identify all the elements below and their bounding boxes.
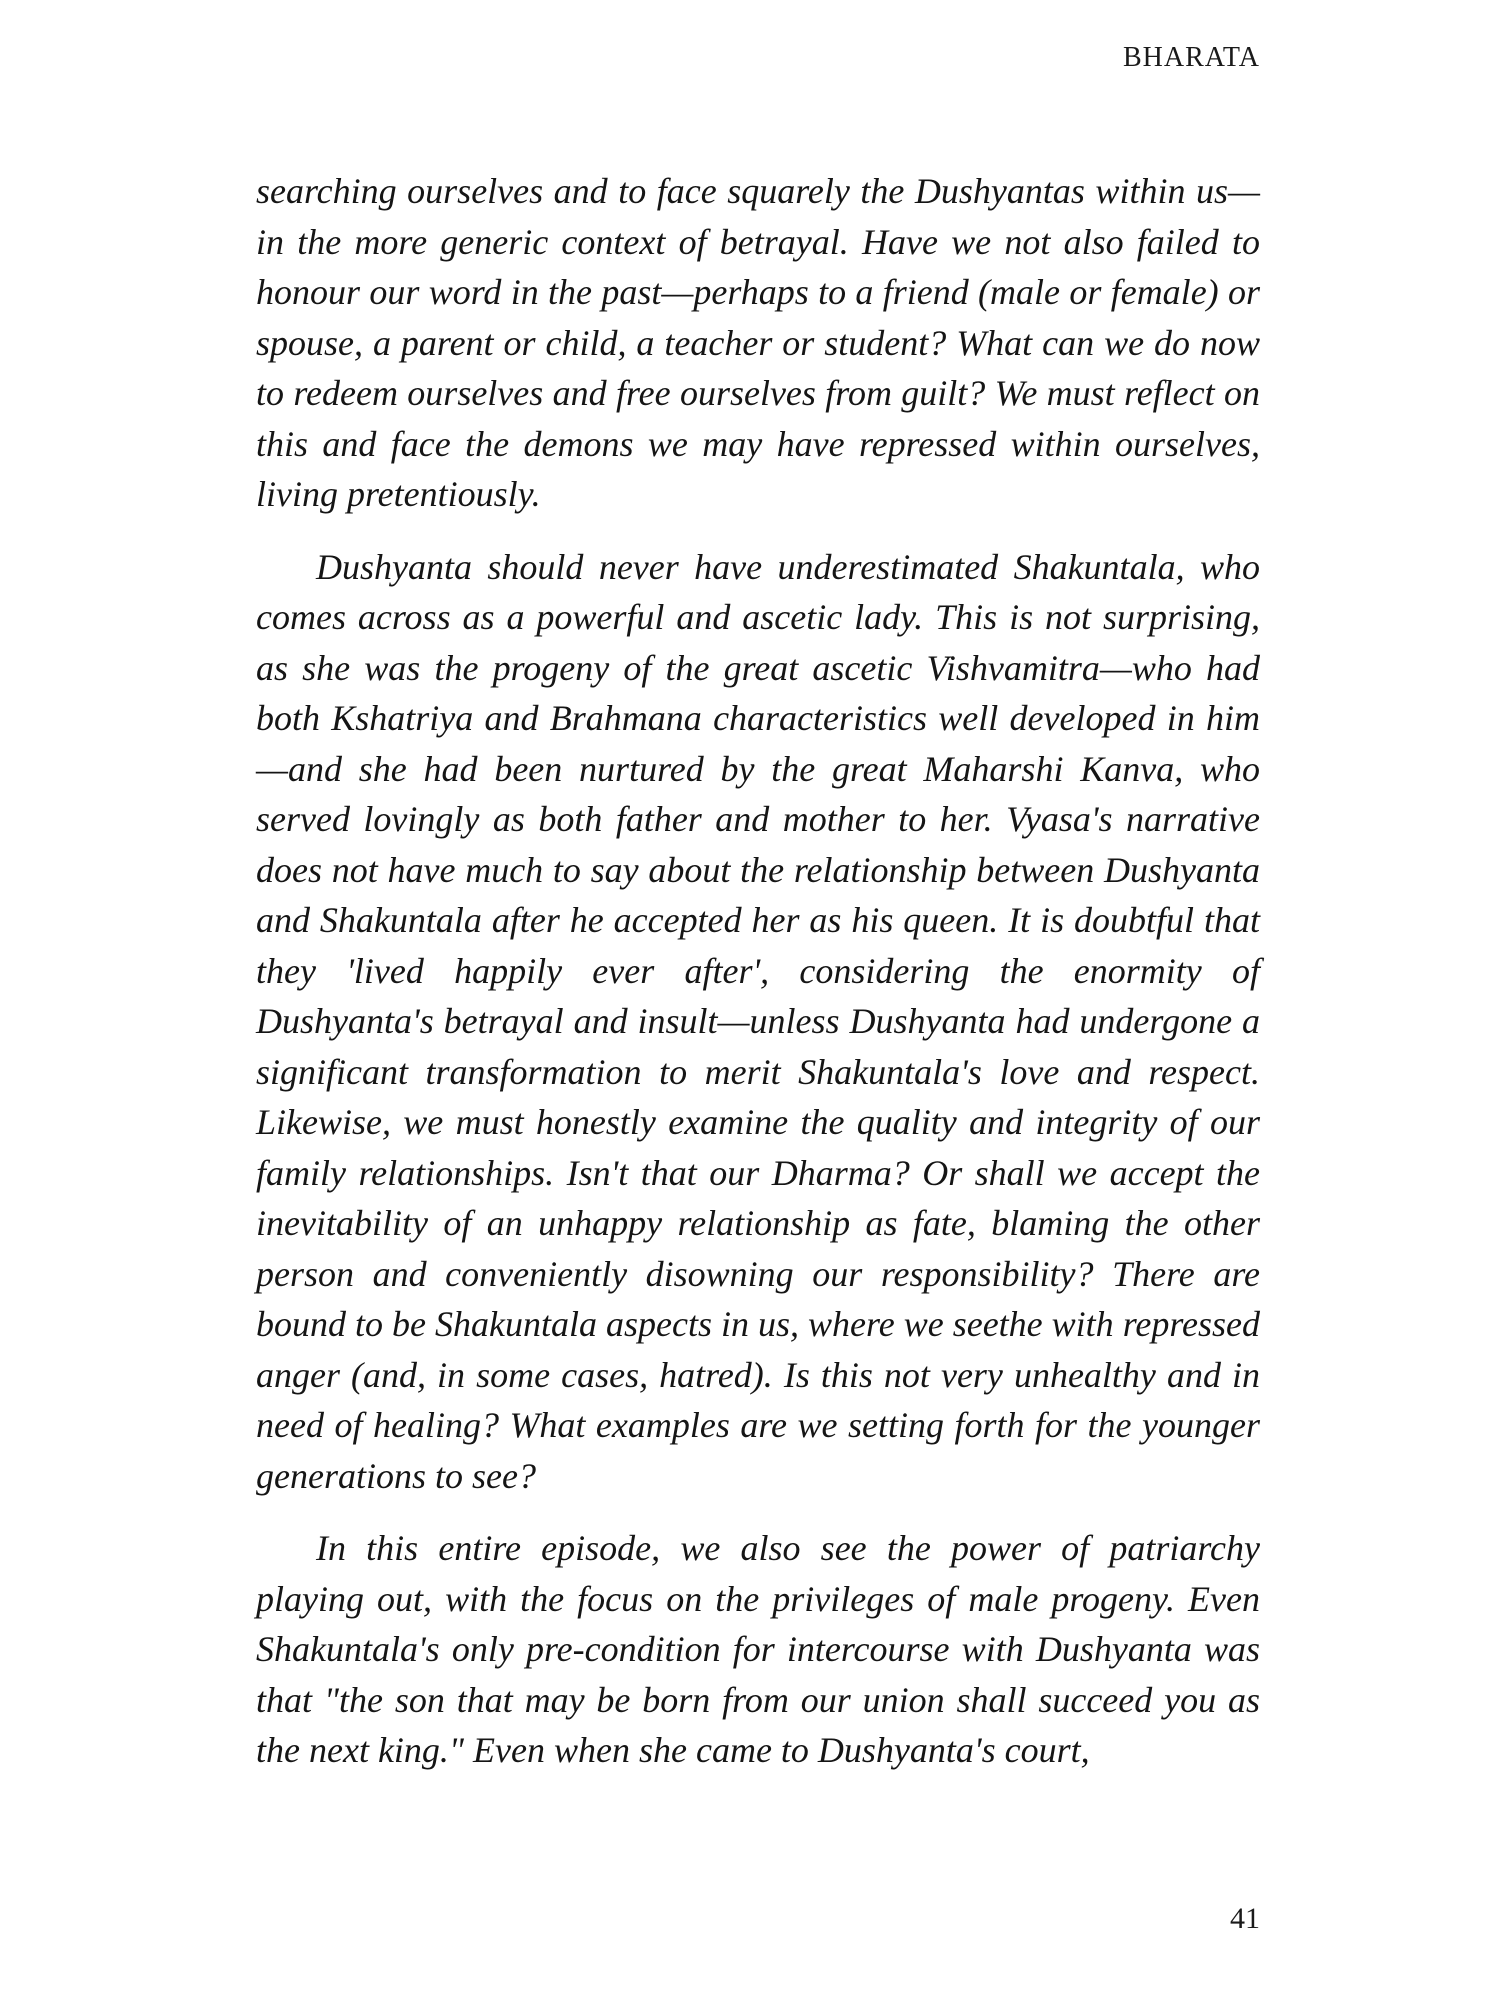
running-head-title: BHARATA (1123, 42, 1260, 73)
page-number: 41 (1230, 1902, 1260, 1935)
paragraph-patriarchy: In this entire episode, we also see the power of patriarchy playing out, with the focus on the privileges of male progeny. Even Shakuntala's only pre-condition for intercourse with Dushyanta was that "the son that may be born from our union shall succeed you as the next king." Even when she came to Dushyanta's court, (256, 1528, 1260, 1770)
paragraph-continuation: searching ourselves and to face squarely the Dushyantas within us—in the more generic context of betrayal. Have we not also failed to honour our word in the past—perhaps to a friend (male or female) or spouse, a parent or child, a teacher or student? What can we do now to redeem ourselves and free ourselves from guilt? We must reflect on this and face the demons we may have repressed within ourselves, living pretentiously. (256, 171, 1260, 514)
body-text (256, 166, 1260, 1798)
paragraph-shakuntala: Dushyanta should never have underestimated Shakuntala, who comes across as a powerful and ascetic lady. This is not surprising, as she was the progeny of the great ascetic Vishvamitra—who had both Kshatriya and Brahmana characteristics well developed in him—and she had been nurtured by the great Maharshi Kanva, who served lovingly as both father and mother to her. Vyasa's narrative does not have much to say about the relationship between Dushyanta and Shakuntala after he accepted her as his queen. It is doubtful that they 'lived happily ever after', considering the enormity of Dushyanta's betrayal and insult—unless Dushyanta had undergone a significant transformation to merit Shakuntala's love and respect. Likewise, we must honestly examine the quality and integrity of our family relationships. Isn't that our Dharma? Or shall we accept the inevitability of an unhappy relationship as fate, blaming the other person and conveniently disowning our responsibility? There are bound to be Shakuntala aspects in us, where we seethe with repressed anger (and, in some cases, hatred). Is this not very unhealthy and in need of healing? What examples are we setting forth for the younger generations to see? (256, 546, 1260, 1496)
